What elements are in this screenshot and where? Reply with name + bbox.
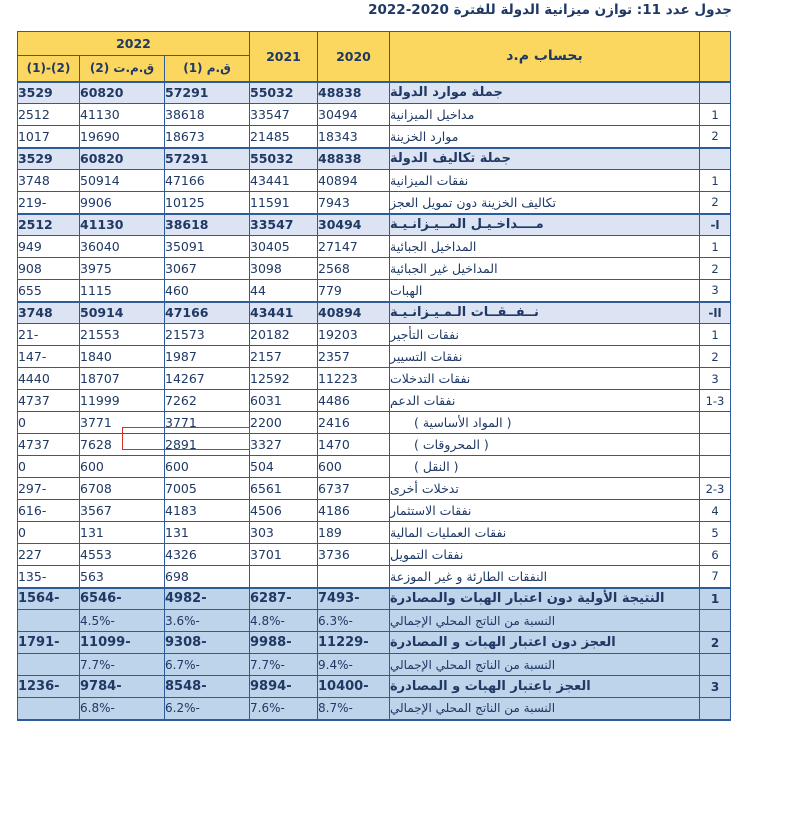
value-cell-2020: 2357 <box>318 346 390 368</box>
row-label-cell: جملة موارد الدولة <box>390 82 700 104</box>
table-row <box>17 390 730 412</box>
value-cell-diff: 908 <box>17 258 79 280</box>
value-cell-2021: 504 <box>250 456 318 478</box>
value-cell-q2: 3975 <box>80 258 165 280</box>
value-cell-diff: -147 <box>17 346 79 368</box>
value-cell-2020: 6737 <box>318 478 390 500</box>
value-cell-diff: 0 <box>17 456 79 478</box>
value-cell-diff: -1236 <box>17 676 79 698</box>
value-cell-2021: 55032 <box>250 148 318 170</box>
row-label-cell: تكاليف الخزينة دون تمويل العجز <box>390 192 700 214</box>
row-label-cell: نفقات التسيير <box>390 346 700 368</box>
value-cell-diff: 4737 <box>17 434 79 456</box>
value-cell-2020: 40894 <box>318 170 390 192</box>
value-cell-2020: 7943 <box>318 192 390 214</box>
table-row <box>17 214 730 236</box>
value-cell-q1: -6.7% <box>165 654 250 676</box>
value-cell-2020: 30494 <box>318 214 390 236</box>
value-cell-2020: 40894 <box>318 302 390 324</box>
value-cell-2020: 19203 <box>318 324 390 346</box>
value-cell-2021: 33547 <box>250 214 318 236</box>
value-cell-2020: -8.7% <box>318 698 390 720</box>
value-cell-diff: 3748 <box>17 302 79 324</box>
row-index-cell: 2 <box>700 192 731 214</box>
row-index-cell: 4 <box>700 500 731 522</box>
value-cell-q1: 18673 <box>165 126 250 148</box>
value-cell-q1: 47166 <box>165 302 250 324</box>
value-cell-diff: 949 <box>17 236 79 258</box>
value-cell-2020: 27147 <box>318 236 390 258</box>
value-cell-q1: 1987 <box>165 346 250 368</box>
value-cell-diff: -219 <box>17 192 79 214</box>
value-cell-q1: 57291 <box>165 148 250 170</box>
value-cell-2020: 2568 <box>318 258 390 280</box>
row-label-cell: النسبة من الناتج المحلي الإجمالي <box>390 610 700 632</box>
row-index-cell <box>700 148 731 170</box>
value-cell-2021: 303 <box>250 522 318 544</box>
value-cell-diff: 2512 <box>17 104 79 126</box>
value-cell-2021: -9894 <box>250 676 318 698</box>
row-index-cell <box>700 82 731 104</box>
row-index-cell: ا- <box>700 214 731 236</box>
header-unit-label: بحساب م.د <box>390 32 700 82</box>
value-cell-q1: 7262 <box>165 390 250 412</box>
row-label-cell: نفقات العمليات المالية <box>390 522 700 544</box>
row-index-cell: 5 <box>700 522 731 544</box>
value-cell-q2: 3771 <box>80 412 165 434</box>
value-cell-diff: 3529 <box>17 148 79 170</box>
value-cell-diff <box>17 610 79 632</box>
value-cell-2021: 4506 <box>250 500 318 522</box>
value-cell-q1: 21573 <box>165 324 250 346</box>
value-cell-diff: 0 <box>17 522 79 544</box>
value-cell-2020: -10400 <box>318 676 390 698</box>
value-cell-q1: 4183 <box>165 500 250 522</box>
row-label-cell: ( النقل ) <box>390 456 700 478</box>
value-cell-2021: -4.8% <box>250 610 318 632</box>
value-cell-q1: 38618 <box>165 104 250 126</box>
table-body <box>17 82 730 720</box>
table-row <box>17 544 730 566</box>
row-index-cell: 1-3 <box>700 390 731 412</box>
value-cell-diff: 4440 <box>17 368 79 390</box>
row-index-cell <box>700 698 731 720</box>
value-cell-q2: 50914 <box>80 170 165 192</box>
row-label-cell: النسبة من الناتج المحلي الإجمالي <box>390 698 700 720</box>
value-cell-q2: 41130 <box>80 214 165 236</box>
value-cell-q1: -3.6% <box>165 610 250 632</box>
table-row <box>17 170 730 192</box>
value-cell-2020 <box>318 566 390 588</box>
table-row <box>17 676 730 698</box>
value-cell-2021: -6287 <box>250 588 318 610</box>
value-cell-q2: 600 <box>80 456 165 478</box>
table-row <box>17 192 730 214</box>
row-label-cell: ( المحروقات ) <box>390 434 700 456</box>
header-col-diff: (2)-(1) <box>17 56 79 82</box>
row-index-cell: 1 <box>700 324 731 346</box>
table-row <box>17 258 730 280</box>
header-year-2021: 2021 <box>250 32 318 82</box>
value-cell-2020: 1470 <box>318 434 390 456</box>
row-label-cell: النتيجة الأولية دون اعتبار الهبات والمصادرة <box>390 588 700 610</box>
value-cell-2021: -7.7% <box>250 654 318 676</box>
header-year-2020: 2020 <box>318 32 390 82</box>
table-row <box>17 500 730 522</box>
value-cell-q2: 36040 <box>80 236 165 258</box>
table-row <box>17 456 730 478</box>
value-cell-diff: 4737 <box>17 390 79 412</box>
value-cell-q1: 698 <box>165 566 250 588</box>
value-cell-q1: 2891 <box>165 434 250 456</box>
value-cell-2020: -9.4% <box>318 654 390 676</box>
value-cell-2020: -7493 <box>318 588 390 610</box>
value-cell-q2: -6.8% <box>80 698 165 720</box>
row-index-cell: 1 <box>700 588 731 610</box>
row-label-cell: جملة تكاليف الدولة <box>390 148 700 170</box>
table-row <box>17 126 730 148</box>
value-cell-2021: 2157 <box>250 346 318 368</box>
row-label-cell: نفقات الميزانية <box>390 170 700 192</box>
value-cell-q1: 460 <box>165 280 250 302</box>
row-label-cell: نــفــقــات الـمـيـزانـيـة <box>390 302 700 324</box>
value-cell-q2: 1840 <box>80 346 165 368</box>
table-row <box>17 280 730 302</box>
row-index-cell: 3 <box>700 368 731 390</box>
value-cell-2021: 6561 <box>250 478 318 500</box>
row-label-cell: ( المواد الأساسية ) <box>390 412 700 434</box>
value-cell-2020: 3736 <box>318 544 390 566</box>
value-cell-2020: 4486 <box>318 390 390 412</box>
value-cell-q1: 10125 <box>165 192 250 214</box>
row-label-cell: تدخلات أخرى <box>390 478 700 500</box>
value-cell-q2: 41130 <box>80 104 165 126</box>
value-cell-q2: 11999 <box>80 390 165 412</box>
value-cell-2020: 2416 <box>318 412 390 434</box>
table-row <box>17 82 730 104</box>
value-cell-2021: 3098 <box>250 258 318 280</box>
value-cell-2021: 33547 <box>250 104 318 126</box>
value-cell-2021: 3327 <box>250 434 318 456</box>
value-cell-q2: 60820 <box>80 82 165 104</box>
row-label-cell: النسبة من الناتج المحلي الإجمالي <box>390 654 700 676</box>
value-cell-diff: 227 <box>17 544 79 566</box>
row-label-cell: النفقات الطارئة و غير الموزعة <box>390 566 700 588</box>
row-label-cell: نفقات التأجير <box>390 324 700 346</box>
row-index-cell <box>700 434 731 456</box>
row-index-cell: 2 <box>700 346 731 368</box>
value-cell-q2: 1115 <box>80 280 165 302</box>
value-cell-q1: -6.2% <box>165 698 250 720</box>
row-label-cell: المداخيل الجبائية <box>390 236 700 258</box>
table-row <box>17 236 730 258</box>
value-cell-q2: -11099 <box>80 632 165 654</box>
value-cell-2021: 55032 <box>250 82 318 104</box>
state-budget-table <box>17 31 731 721</box>
row-index-cell: 6 <box>700 544 731 566</box>
value-cell-2021: -9988 <box>250 632 318 654</box>
row-label-cell: الهبات <box>390 280 700 302</box>
value-cell-diff <box>17 698 79 720</box>
value-cell-2021: -7.6% <box>250 698 318 720</box>
value-cell-diff <box>17 654 79 676</box>
value-cell-2021: 11591 <box>250 192 318 214</box>
row-index-cell: 2 <box>700 632 731 654</box>
row-index-cell <box>700 610 731 632</box>
row-index-cell <box>700 412 731 434</box>
table-row <box>17 302 730 324</box>
row-label-cell: نفقات الدعم <box>390 390 700 412</box>
value-cell-2021: 3701 <box>250 544 318 566</box>
header-index-corner <box>700 32 731 82</box>
table-row <box>17 698 730 720</box>
row-index-cell: 3 <box>700 676 731 698</box>
row-label-cell: نفقات التدخلات <box>390 368 700 390</box>
value-cell-2020: 18343 <box>318 126 390 148</box>
table-row <box>17 566 730 588</box>
value-cell-diff: 3748 <box>17 170 79 192</box>
table-row <box>17 324 730 346</box>
value-cell-q1: 47166 <box>165 170 250 192</box>
value-cell-2021: 6031 <box>250 390 318 412</box>
value-cell-2021: 21485 <box>250 126 318 148</box>
value-cell-2021: 43441 <box>250 302 318 324</box>
value-cell-diff: -21 <box>17 324 79 346</box>
value-cell-q2: 19690 <box>80 126 165 148</box>
header-col-q2: ق.م.ت (2) <box>80 56 165 82</box>
value-cell-q1: -9308 <box>165 632 250 654</box>
value-cell-diff: -135 <box>17 566 79 588</box>
value-cell-q2: 3567 <box>80 500 165 522</box>
value-cell-q1: -8548 <box>165 676 250 698</box>
row-index-cell: 7 <box>700 566 731 588</box>
row-label-cell: العجز دون اعتبار الهبات و المصادرة <box>390 632 700 654</box>
value-cell-q1: 600 <box>165 456 250 478</box>
value-cell-2020: -6.3% <box>318 610 390 632</box>
value-cell-2021: 44 <box>250 280 318 302</box>
row-label-cell: المداخيل غير الجبائية <box>390 258 700 280</box>
header-year-2022-group: 2022 <box>17 32 249 56</box>
value-cell-q2: -6546 <box>80 588 165 610</box>
value-cell-diff: -1564 <box>17 588 79 610</box>
page-title: جدول عدد 11: توازن ميزانية الدولة للفترة 2020-2022 <box>368 2 732 18</box>
value-cell-diff: -1791 <box>17 632 79 654</box>
table-row <box>17 148 730 170</box>
value-cell-2020: 48838 <box>318 148 390 170</box>
value-cell-q1: -4982 <box>165 588 250 610</box>
table-row <box>17 104 730 126</box>
value-cell-q2: 6708 <box>80 478 165 500</box>
value-cell-q1: 57291 <box>165 82 250 104</box>
value-cell-q1: 3067 <box>165 258 250 280</box>
table-header <box>17 32 730 82</box>
value-cell-q2: -7.7% <box>80 654 165 676</box>
value-cell-diff: -616 <box>17 500 79 522</box>
value-cell-2020: 11223 <box>318 368 390 390</box>
value-cell-2021: 43441 <box>250 170 318 192</box>
table-row <box>17 412 730 434</box>
row-index-cell: 2 <box>700 258 731 280</box>
value-cell-q1: 14267 <box>165 368 250 390</box>
row-label-cell: مداخيل الميزانية <box>390 104 700 126</box>
table-row <box>17 588 730 610</box>
header-row-top <box>17 32 730 56</box>
value-cell-q2: 7628 <box>80 434 165 456</box>
row-index-cell: اا- <box>700 302 731 324</box>
value-cell-diff: 0 <box>17 412 79 434</box>
value-cell-q2: -9784 <box>80 676 165 698</box>
table-row <box>17 478 730 500</box>
value-cell-diff: -297 <box>17 478 79 500</box>
header-col-q1: ق.م (1) <box>165 56 250 82</box>
value-cell-2020: 779 <box>318 280 390 302</box>
value-cell-q1: 7005 <box>165 478 250 500</box>
value-cell-2020: 48838 <box>318 82 390 104</box>
value-cell-2021: 2200 <box>250 412 318 434</box>
value-cell-q2: 4553 <box>80 544 165 566</box>
budget-table-container <box>18 31 731 721</box>
row-index-cell: 1 <box>700 236 731 258</box>
value-cell-diff: 655 <box>17 280 79 302</box>
value-cell-q2: 9906 <box>80 192 165 214</box>
row-label-cell: نفقات الاستثمار <box>390 500 700 522</box>
value-cell-q2: 563 <box>80 566 165 588</box>
row-label-cell: موارد الخزينة <box>390 126 700 148</box>
value-cell-diff: 2512 <box>17 214 79 236</box>
row-label-cell: نفقات التمويل <box>390 544 700 566</box>
value-cell-2021: 12592 <box>250 368 318 390</box>
row-index-cell <box>700 456 731 478</box>
value-cell-2021: 20182 <box>250 324 318 346</box>
value-cell-q1: 131 <box>165 522 250 544</box>
value-cell-q1: 35091 <box>165 236 250 258</box>
value-cell-q2: 50914 <box>80 302 165 324</box>
value-cell-2020: -11229 <box>318 632 390 654</box>
row-label-cell: العجز باعتبار الهبات و المصادرة <box>390 676 700 698</box>
value-cell-q1: 3771 <box>165 412 250 434</box>
value-cell-q2: 60820 <box>80 148 165 170</box>
value-cell-2020: 30494 <box>318 104 390 126</box>
table-row <box>17 368 730 390</box>
value-cell-q1: 4326 <box>165 544 250 566</box>
value-cell-q2: -4.5% <box>80 610 165 632</box>
table-row <box>17 632 730 654</box>
value-cell-diff: 3529 <box>17 82 79 104</box>
value-cell-2020: 189 <box>318 522 390 544</box>
table-row <box>17 346 730 368</box>
table-row <box>17 522 730 544</box>
value-cell-q2: 131 <box>80 522 165 544</box>
row-index-cell: 2 <box>700 126 731 148</box>
table-row <box>17 434 730 456</box>
value-cell-2021: 30405 <box>250 236 318 258</box>
row-index-cell: 2-3 <box>700 478 731 500</box>
row-label-cell: مــــداخـيـل المــيـزانـيـة <box>390 214 700 236</box>
row-index-cell: 1 <box>700 104 731 126</box>
value-cell-2020: 600 <box>318 456 390 478</box>
value-cell-diff: 1017 <box>17 126 79 148</box>
value-cell-q2: 18707 <box>80 368 165 390</box>
value-cell-2021 <box>250 566 318 588</box>
value-cell-q2: 21553 <box>80 324 165 346</box>
row-index-cell <box>700 654 731 676</box>
table-row <box>17 654 730 676</box>
table-row <box>17 610 730 632</box>
row-index-cell: 3 <box>700 280 731 302</box>
value-cell-q1: 38618 <box>165 214 250 236</box>
value-cell-2020: 4186 <box>318 500 390 522</box>
row-index-cell: 1 <box>700 170 731 192</box>
